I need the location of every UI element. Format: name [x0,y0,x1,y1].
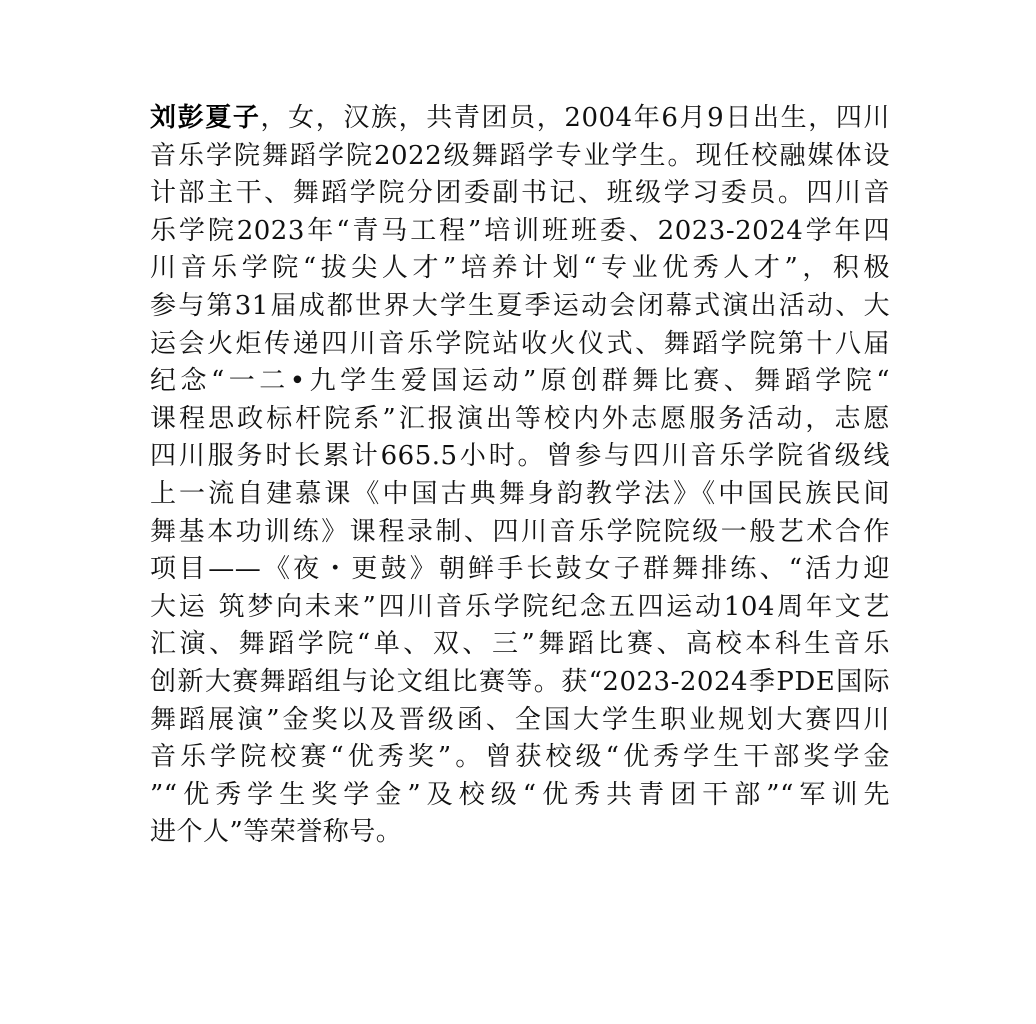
text-line: 项目——《夜・更鼓》朝鲜手长鼓女子群舞排练、“活力迎 [150,554,890,585]
text-line: 四川服务时长累计665.5小时。曾参与四川音乐学院省级线 [150,441,890,472]
text-line: 进个人”等荣誉称号。 [150,817,403,848]
text-line: 音乐学院舞蹈学院2022级舞蹈学专业学生。现任校融媒体设 [150,140,890,171]
text-line: 音乐学院校赛“优秀奖”。曾获校级“优秀学生干部奖学金 [150,742,890,773]
text-line: 参与第31届成都世界大学生夏季运动会闭幕式演出活动、大 [150,290,890,321]
text-line: 舞蹈展演”金奖以及晋级函、全国大学生职业规划大赛四川 [150,704,890,735]
biography-paragraph [150,100,890,852]
text-line: 汇演、舞蹈学院“单、双、三”舞蹈比赛、高校本科生音乐 [150,629,890,660]
text-line: ”“优秀学生奖学金”及校级“优秀共青团干部”“军训先 [150,779,890,810]
person-name: 刘彭夏子 [150,103,261,133]
text-line [150,100,890,138]
text-line-segment: ，女，汉族，共青团员，2004年6月9日出生，四川 [260,103,890,133]
text-line: 计部主干、舞蹈学院分团委副书记、班级学习委员。四川音 [150,178,890,209]
text-line: 创新大赛舞蹈组与论文组比赛等。获“2023-2024季PDE国际 [150,666,890,697]
text-line: 舞基本功训练》课程录制、四川音乐学院院级一般艺术合作 [150,516,890,547]
text-line: 课程思政标杆院系”汇报演出等校内外志愿服务活动，志愿 [150,403,890,434]
text-line: 纪念“一二•九学生爱国运动”原创群舞比赛、舞蹈学院“ [150,366,890,397]
text-line: 乐学院2023年“青马工程”培训班班委、2023-2024学年四 [150,215,890,246]
text-line: 大运 筑梦向未来”四川音乐学院纪念五四运动104周年文艺 [150,591,890,622]
text-line: 川音乐学院“拔尖人才”培养计划“专业优秀人才”，积极 [150,253,890,284]
text-line: 上一流自建慕课《中国古典舞身韵教学法》《中国民族民间 [150,478,890,509]
text-line: 运会火炬传递四川音乐学院站收火仪式、舞蹈学院第十八届 [150,328,890,359]
